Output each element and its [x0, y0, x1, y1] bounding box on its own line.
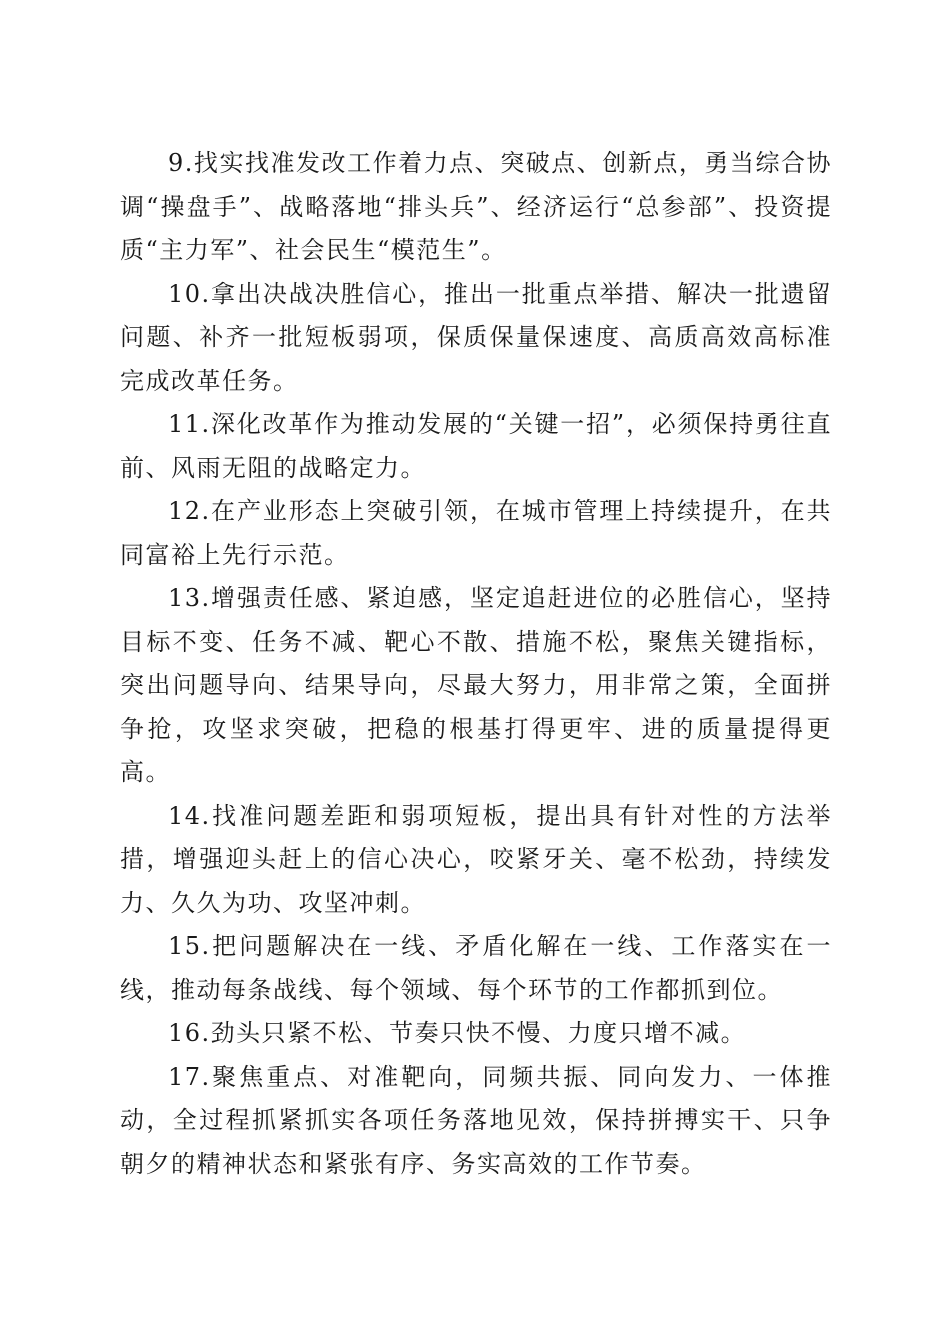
- paragraph-9: 9.找实找准发改工作着力点、突破点、创新点，勇当综合协调“操盘手”、战略落地“排头兵”、经济运行“总参部”、投资提质“主力军”、社会民生“模范生”。: [120, 149, 832, 264]
- paragraph-10: 10.拿出决战决胜信心，推出一批重点举措、解决一批遗留问题、补齐一批短板弱项，保质保量保速度、高质高效高标准完成改革任务。: [120, 279, 832, 395]
- paragraph-13: 13.增强责任感、紧迫感，坚定追赶进位的必胜信心，坚持目标不变、任务不减、靶心不散、措施不松，聚焦关键指标，突出问题导向、结果导向，尽最大努力，用非常之策，全面拼争抢，攻坚求突破，把稳的根基打得更牢、进的质量提得更高。: [120, 584, 832, 786]
- paragraph-12: 12.在产业形态上突破引领，在城市管理上持续提升，在共同富裕上先行示范。: [120, 497, 832, 569]
- paragraph-14: 14.找准问题差距和弱项短板，提出具有针对性的方法举措，增强迎头赶上的信心决心，咬紧牙关、毫不松劲，持续发力、久久为功、攻坚冲刺。: [120, 801, 832, 917]
- paragraph-11: 11.深化改革作为推动发展的“关键一招”，必须保持勇往直前、风雨无阻的战略定力。: [120, 410, 832, 482]
- paragraph-15: 15.把问题解决在一线、矛盾化解在一线、工作落实在一线，推动每条战线、每个领域、每个环节的工作都抓到位。: [120, 932, 832, 1004]
- paragraph-16: 16.劲头只紧不松、节奏只快不慢、力度只增不减。: [168, 1019, 747, 1047]
- paragraph-17: 17.聚焦重点、对准靶向，同频共振、同向发力、一体推动，全过程抓紧抓实各项任务落地见效，保持拼搏实干、只争朝夕的精神状态和紧张有序、务实高效的工作节奏。: [120, 1062, 832, 1178]
- document-page: [120, 142, 832, 1186]
